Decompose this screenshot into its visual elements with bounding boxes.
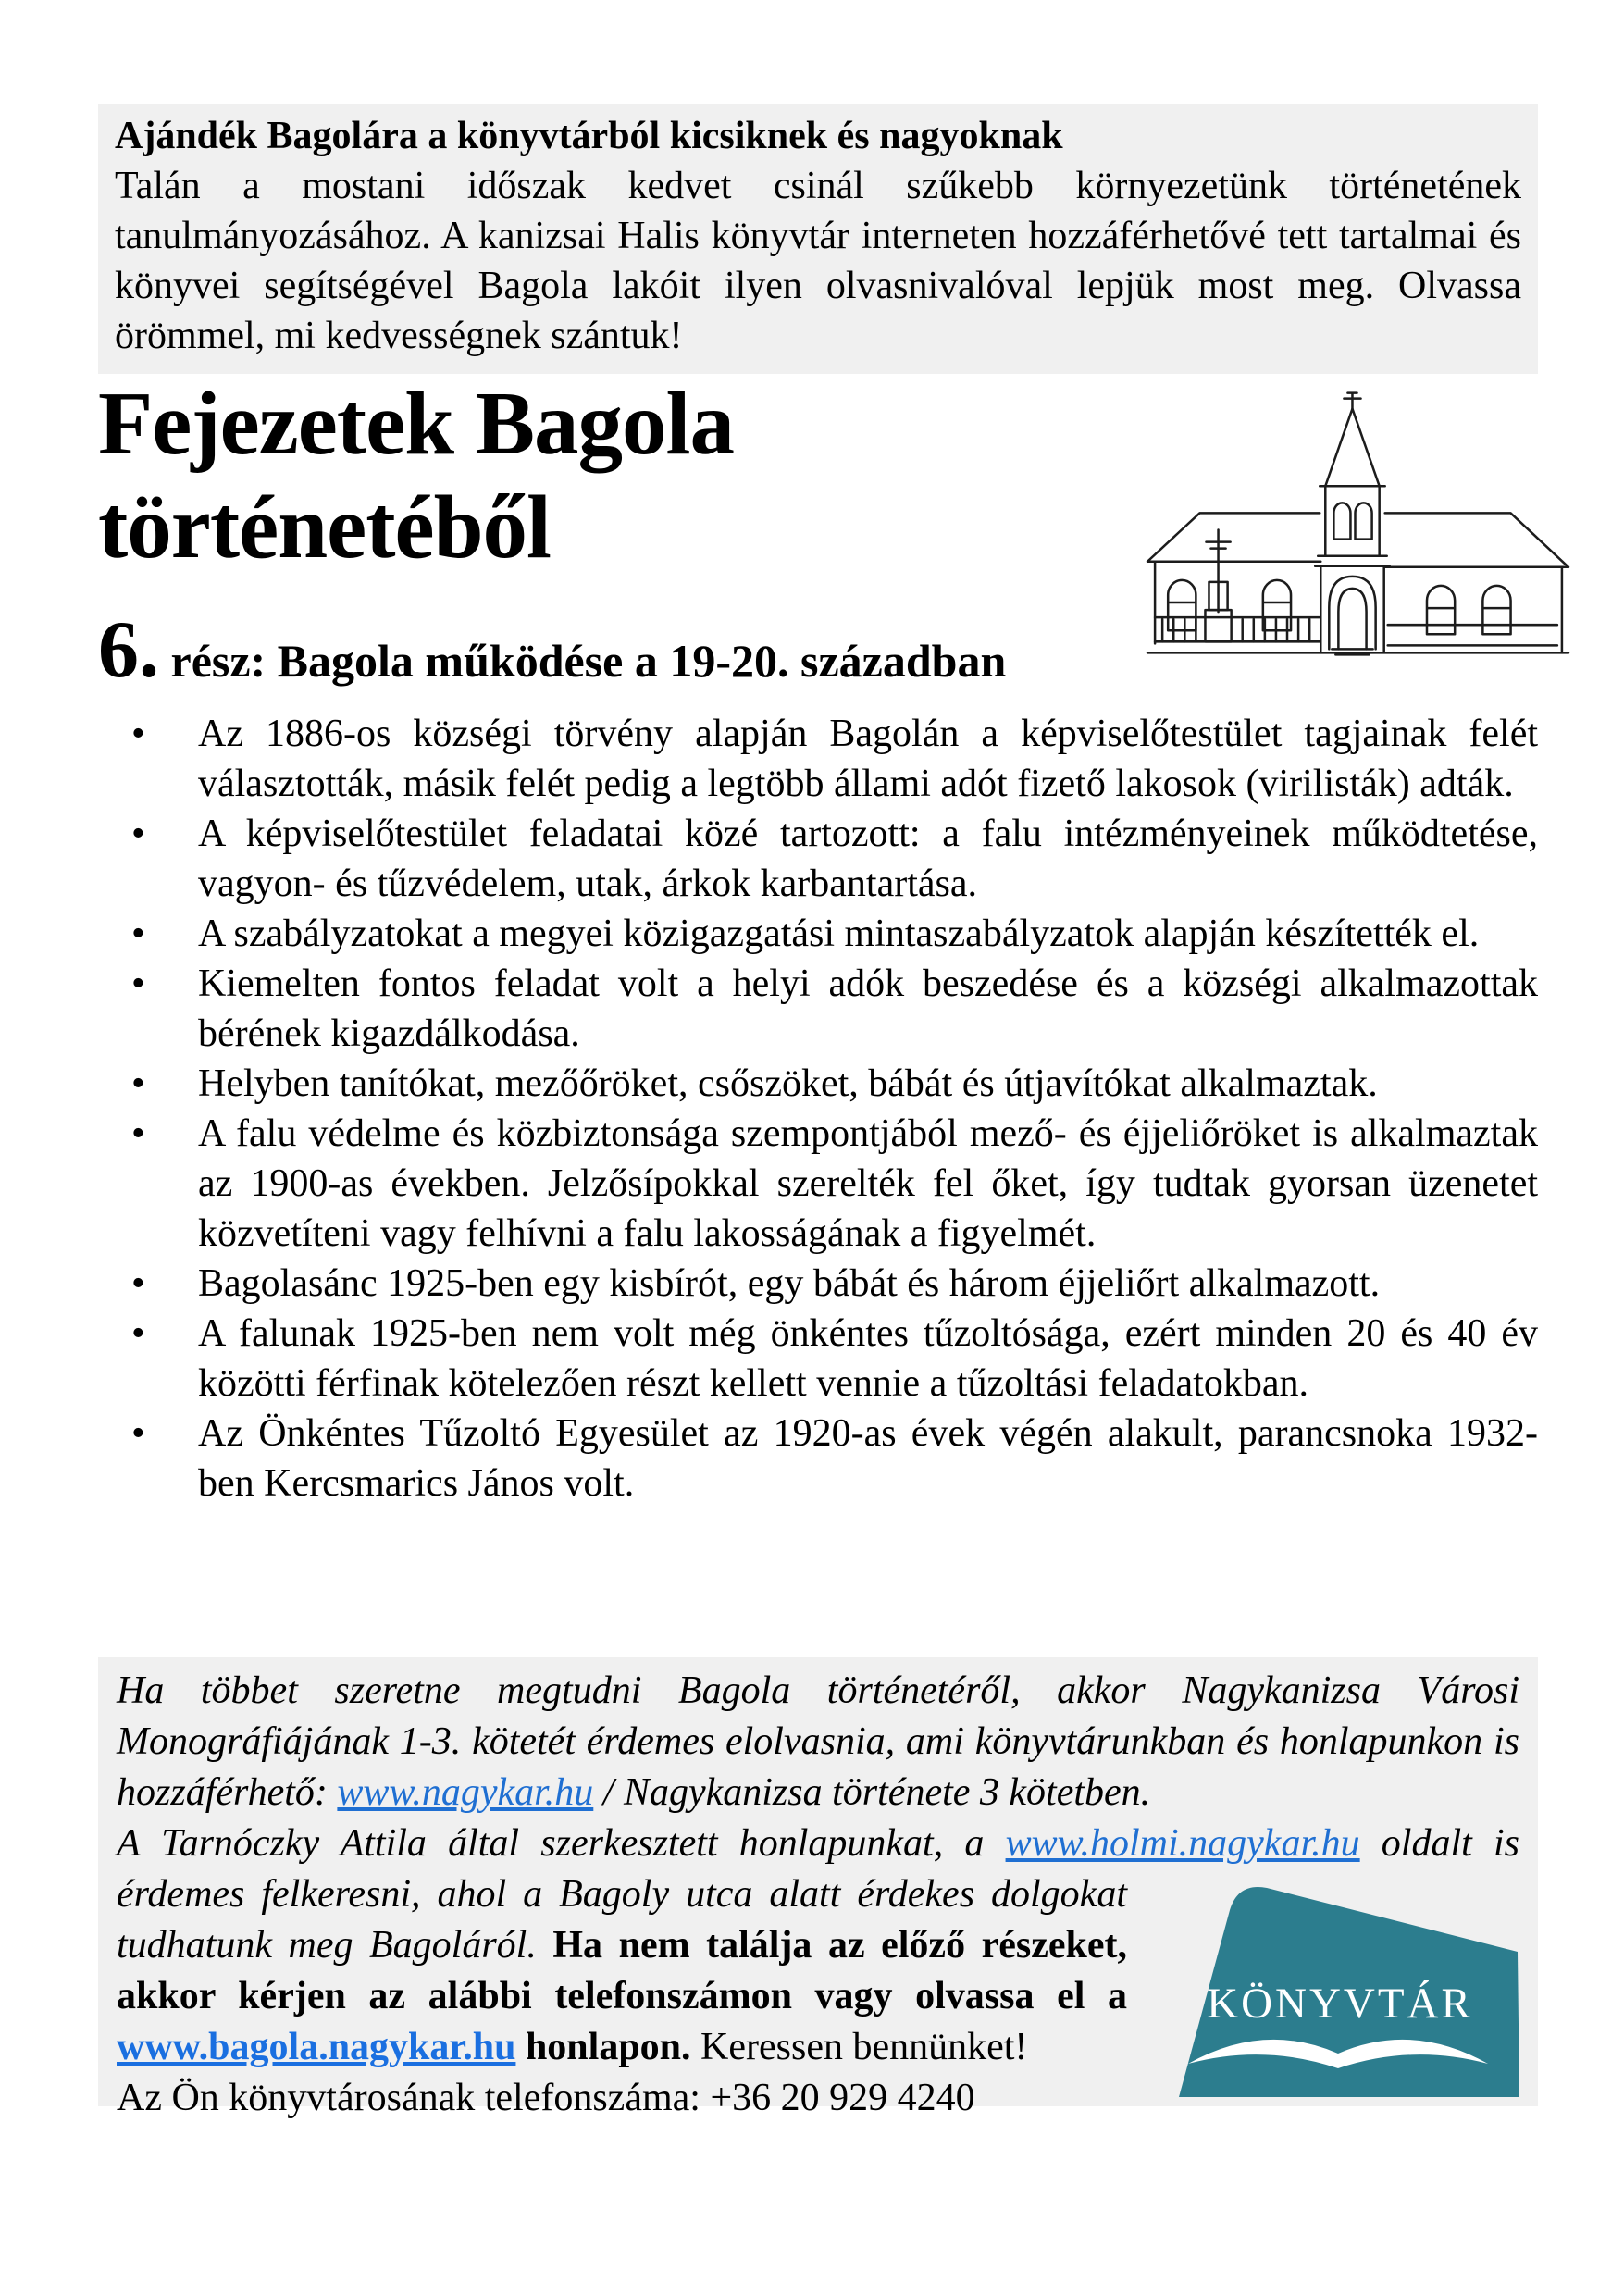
intro-title: Ajándék Bagolára a könyvtárból kicsiknek és nagyoknak [115,115,1063,157]
part-number: 6. [98,605,159,695]
info-p2-tail: Keressen bennünket! [690,2026,1028,2068]
info-box [98,1657,1538,2119]
church-illustration-svg [1140,389,1573,662]
part-heading [98,603,1006,697]
phone-line-text: Az Ön könyvtárosának telefonszáma: +36 20 929 4240 [117,2077,975,2119]
history-bullet-list [98,709,1538,1508]
bullet-item: • A falu védelme és közbiztonsága szempontjából mező- és éjjeliőröket is alkalmaztak az 1900-as években. Jelzősípokkal szerelték fel őket, így tudtak gyorsan üzenetet közvetíteni vagy felhívni a falu lakosságának a figyelmét. [98,1109,1538,1259]
bullet-item: • Bagolasánc 1925-ben egy kisbírót, egy bábát és három éjjeliőrt alkalmazott. [98,1259,1538,1309]
page-title [98,372,734,579]
bullet-item: • Helyben tanítókat, mezőőröket, csőszöket, bábát és útjavítókat alkalmaztak. [98,1059,1538,1109]
page-title-line2: történetéből [98,478,551,577]
info-p2-bold-text: Ha nem találja az előző részeket, akkor kérjen az alábbi telefonszámon vagy olvassa el a [117,1924,1127,2017]
bullet-item: • Az 1886-os községi törvény alapján Bagolán a képviselőtestület tagjainak felét választották, másik felét pedig a legtöbb állami adót fizető lakosok (virilisták) adták. [98,709,1538,809]
bullet-item: • Az Önkéntes Tűzoltó Egyesület az 1920-as évek végén alakult, parancsnoka 1932-ben Kercsmarics János volt. [98,1409,1538,1508]
bagola-nagykar-link[interactable]: www.bagola.nagykar.hu [117,2026,516,2068]
intro-body: Talán a mostani időszak kedvet csinál szűkebb környezetünk történetének tanulmányozásához. A kanizsai Halis könyvtár interneten hozzáférhetővé tett tartalmai és könyvei segítségével Bagola lakóit ilyen olvasnivalóval lepjük most meg. Olvassa örömmel, mi kedvességnek szántuk! [115,165,1521,357]
info-p2-bold-tail: honlapon. [515,2026,691,2068]
bullet-item: • A képviselőtestület feladatai közé tartozott: a falu intézményeinek működtetése, vagyon- és tűzvédelem, utak, árkok karbantartása. [98,809,1538,909]
library-logo [1151,1871,1519,2097]
bullet-item: • Kiemelten fontos feladat volt a helyi adók beszedése és a községi alkalmazottak bérének kigazdálkodása. [98,959,1538,1059]
info-p2-text: A Tarnóczky Attila által szerkesztett honlapunkat, a [117,1822,1006,1865]
bullet-item: • A falunak 1925-ben nem volt még önkéntes tűzoltósága, ezért minden 20 és 40 év közötti férfinak kötelezően részt kellett vennie a tűzoltási feladatokban. [98,1309,1538,1409]
library-logo-label: KÖNYVTÁR [1207,1980,1473,2028]
nagykar-link[interactable]: www.nagykar.hu [337,1771,594,1814]
page-title-line1: Fejezetek Bagola [98,374,734,473]
intro-box [98,104,1538,374]
info-p2-mid: oldalt is érdemes felkeresni, ahol a Bagoly utca alatt érdekes dolgokat tudhatunk meg Bagoláról. [117,1822,1519,1967]
library-logo-svg [1151,1871,1519,2097]
info-p1-text: Ha többet szeretne megtudni Bagola történetéről, akkor Nagykanizsa Városi Monográfiájának 1-3. kötetét érdemes elolvasnia, ami könyvtárunkban és honlapunkon is hozzáférhető: [117,1669,1519,1814]
holmi-nagykar-link[interactable]: www.holmi.nagykar.hu [1005,1822,1360,1865]
church-illustration [1140,389,1573,662]
part-title: rész: Bagola működése a 19-20. században [159,635,1007,687]
bullet-item: • A szabályzatokat a megyei közigazgatási mintaszabályzatok alapján készítették el. [98,909,1538,959]
info-p1-tail: / Nagykanizsa története 3 kötetben. [593,1771,1151,1814]
info-paragraph-1 [117,1666,1519,1818]
